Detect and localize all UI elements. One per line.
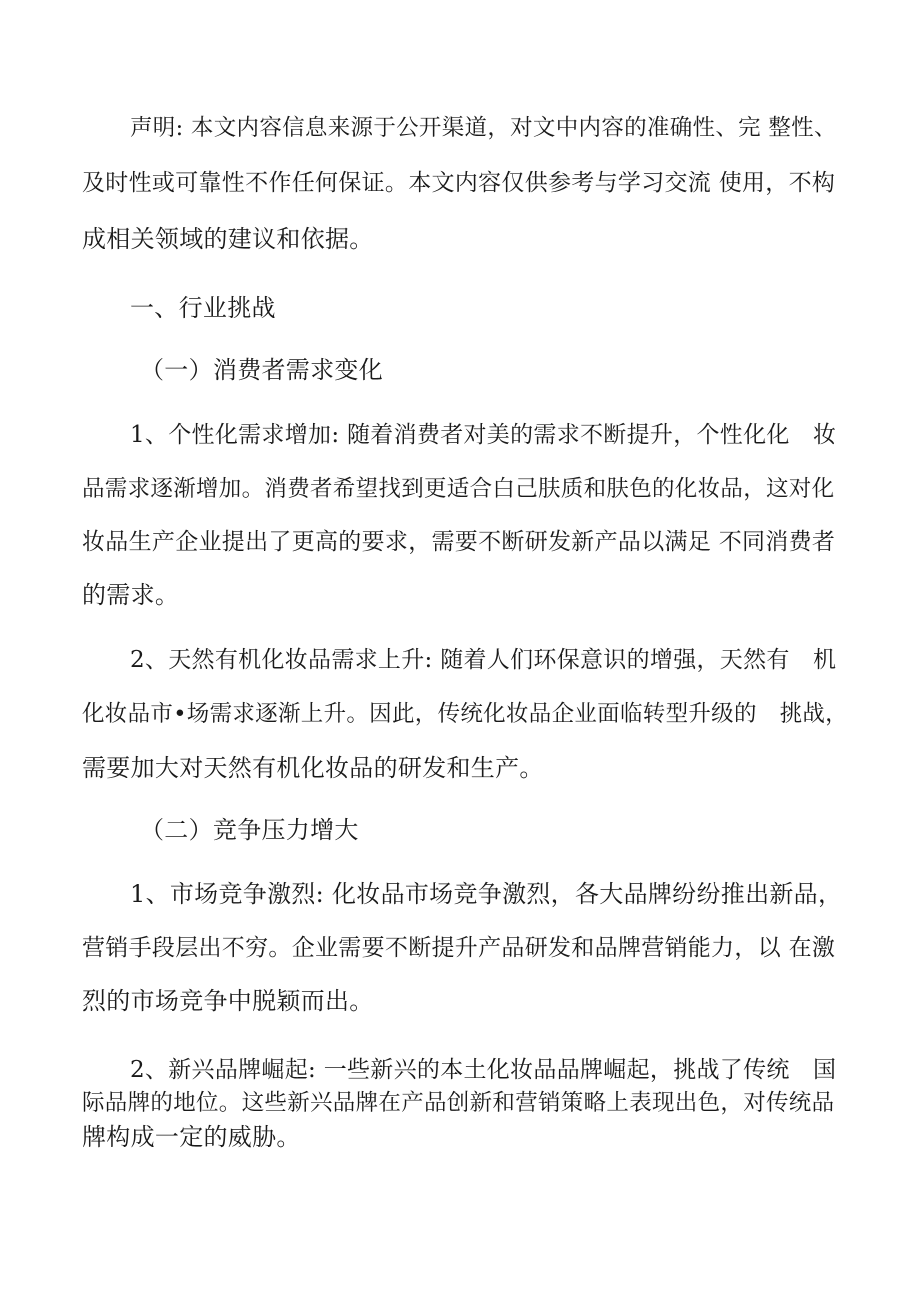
subsection-heading-consumer-demand: （一）消费者需求变化 bbox=[140, 356, 383, 384]
paragraph-line: 牌构成一定的威胁。 bbox=[82, 1123, 301, 1151]
section-heading-industry-challenges: 一、行业挑战 bbox=[130, 294, 276, 322]
subsection-heading-competition-pressure: （二）竞争压力增大 bbox=[140, 816, 359, 844]
paragraph-line: 烈的市场竞争中脱颖而出。 bbox=[82, 987, 374, 1015]
paragraph-line: 化妆品市•场需求逐渐上升。因此，传统化妆品企业面临转型升级的 挑战， bbox=[82, 701, 848, 727]
paragraph-line: 的需求。 bbox=[82, 581, 180, 609]
paragraph-line: 营销手段层出不穷。企业需要不断提升产品研发和品牌营销能力，以 在激 bbox=[82, 935, 836, 961]
disclaimer-line-1: 声明: 本文内容信息来源于公开渠道，对文中内容的准确性、完 整性、 bbox=[130, 115, 837, 141]
paragraph-line: 妆品生产企业提出了更高的要求，需要不断研发新产品以满足 不同消费者 bbox=[82, 529, 836, 555]
paragraph-line: 1、市场竞争激烈: 化妆品市场竞争激烈，各大品牌纷纷推出新品， bbox=[130, 880, 843, 908]
paragraph-line: 需要加大对天然有机化妆品的研发和生产。 bbox=[82, 754, 544, 782]
paragraph-line: 品需求逐渐增加。消费者希望找到更适合白己肤质和肤色的化妆品，这对化 bbox=[82, 476, 835, 502]
paragraph-line: 2、天然有机化妆品需求上升: 随着人们环保意识的增强，天然有 机 bbox=[130, 647, 837, 673]
disclaimer-line-3: 成相关领域的建议和依据。 bbox=[82, 225, 374, 253]
paragraph-line: 2、新兴品牌崛起: 一些新兴的本土化妆品品牌崛起，挑战了传统 国 bbox=[130, 1057, 837, 1083]
paragraph-line: 际品牌的地位。这些新兴品牌在产品创新和营销策略上表现出色，对传统品 bbox=[82, 1090, 835, 1116]
paragraph-line: 1、个性化需求增加: 随着消费者对美的需求不断提升，个性化化 妆 bbox=[130, 422, 837, 448]
disclaimer-line-2: 及时性或可靠性不作任何保证。本文内容仅供参考与学习交流 使用，不构 bbox=[82, 170, 836, 196]
